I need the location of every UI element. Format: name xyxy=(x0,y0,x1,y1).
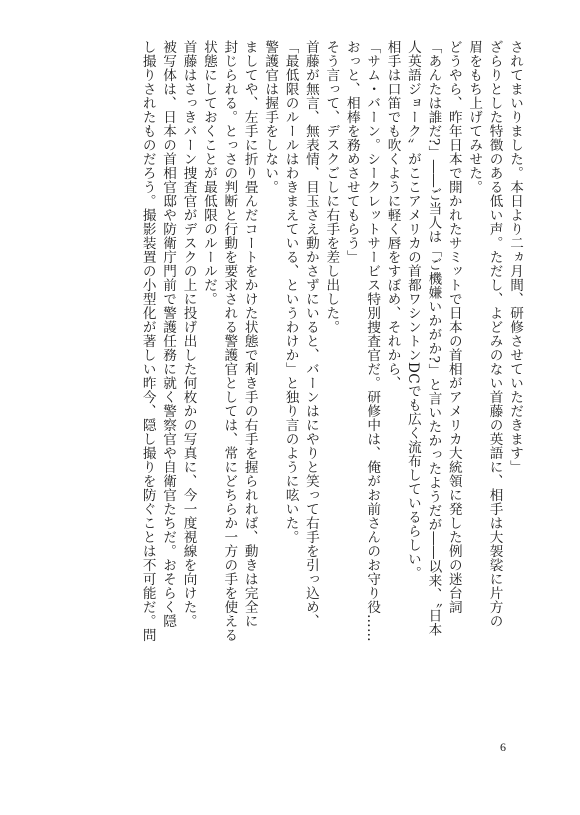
page-number: 6 xyxy=(500,740,506,754)
text-line-13: 警護官は握手をしない。 xyxy=(262,40,279,194)
text-line-12: 「最低限のルールはわきまえている、というわけか」と独り言のように呟いた。 xyxy=(282,40,299,544)
text-line-3: 眉をもち上げてみせた。 xyxy=(466,40,483,194)
text-line-17: 首藤はさっきバーン捜査官がデスクの上に投げ出した何枚かの写真に、今一度視線を向けた。 xyxy=(180,40,197,628)
text-line-1: されてまいりました。本日より二ヵ月間、研修させていただきます」 xyxy=(507,40,523,474)
text-line-19: し撮りされたものだろう。撮影装置の小型化が著しい昨今、隠し撮りを防ぐことは不可能だ。問 xyxy=(139,40,156,642)
text-line-5: 「あんたは誰だ?」――ご当人は「ご機嫌いかがか?」と言いたかったようだが――以来、〝日本 xyxy=(425,40,442,637)
text-line-8: 「サム・バーン。シークレットサービス特別捜査官だ。研修中は、俺がお前さんのお守り役…… xyxy=(364,40,381,642)
vertical-text-block xyxy=(60,40,525,695)
text-line-10: そう言って、デスクごしに右手を差し出した。 xyxy=(323,40,340,334)
text-line-15: 封じられる。とっさの判断と行動を要求される警護官としては、常にどちらか一方の手を使える xyxy=(221,40,238,642)
text-line-18: 被写体は、日本の首相官邸や防衛庁門前で警護任務に就く警察官や自衛官たちだ。おそらく隠 xyxy=(160,40,177,628)
text-line-14: ましてや、左手に折り畳んだコートをかけた状態で利き手の右手を握られれば、動きは完全に xyxy=(241,40,258,628)
text-line-2: ざらりとした特徴のある低い声。ただし、よどみのない首藤の英語に、相手は大袈裟に片方の xyxy=(486,40,503,628)
text-line-4: どうやら、昨年日本で開かれたサミットで日本の首相がアメリカ大統領に発した例の迷台詞 xyxy=(445,40,462,614)
text-line-9: おっと、相棒を務めさせてもらう」 xyxy=(343,40,360,264)
text-line-11: 首藤が無言、無表情、目玉さえ動かさずにいると、バーンはにやりと笑って右手を引っ込め、 xyxy=(302,40,319,628)
text-line-7: 相手は口笛でも吹くように軽く唇をすぼめ、それから、 xyxy=(384,40,401,390)
text-line-6: 人英語ジョーク〟がここアメリカの首都ワシントンDCでも広く流布しているらしい。 xyxy=(404,40,421,581)
text-line-16: 状態にしておくことが最低限のルールだ。 xyxy=(200,40,217,306)
